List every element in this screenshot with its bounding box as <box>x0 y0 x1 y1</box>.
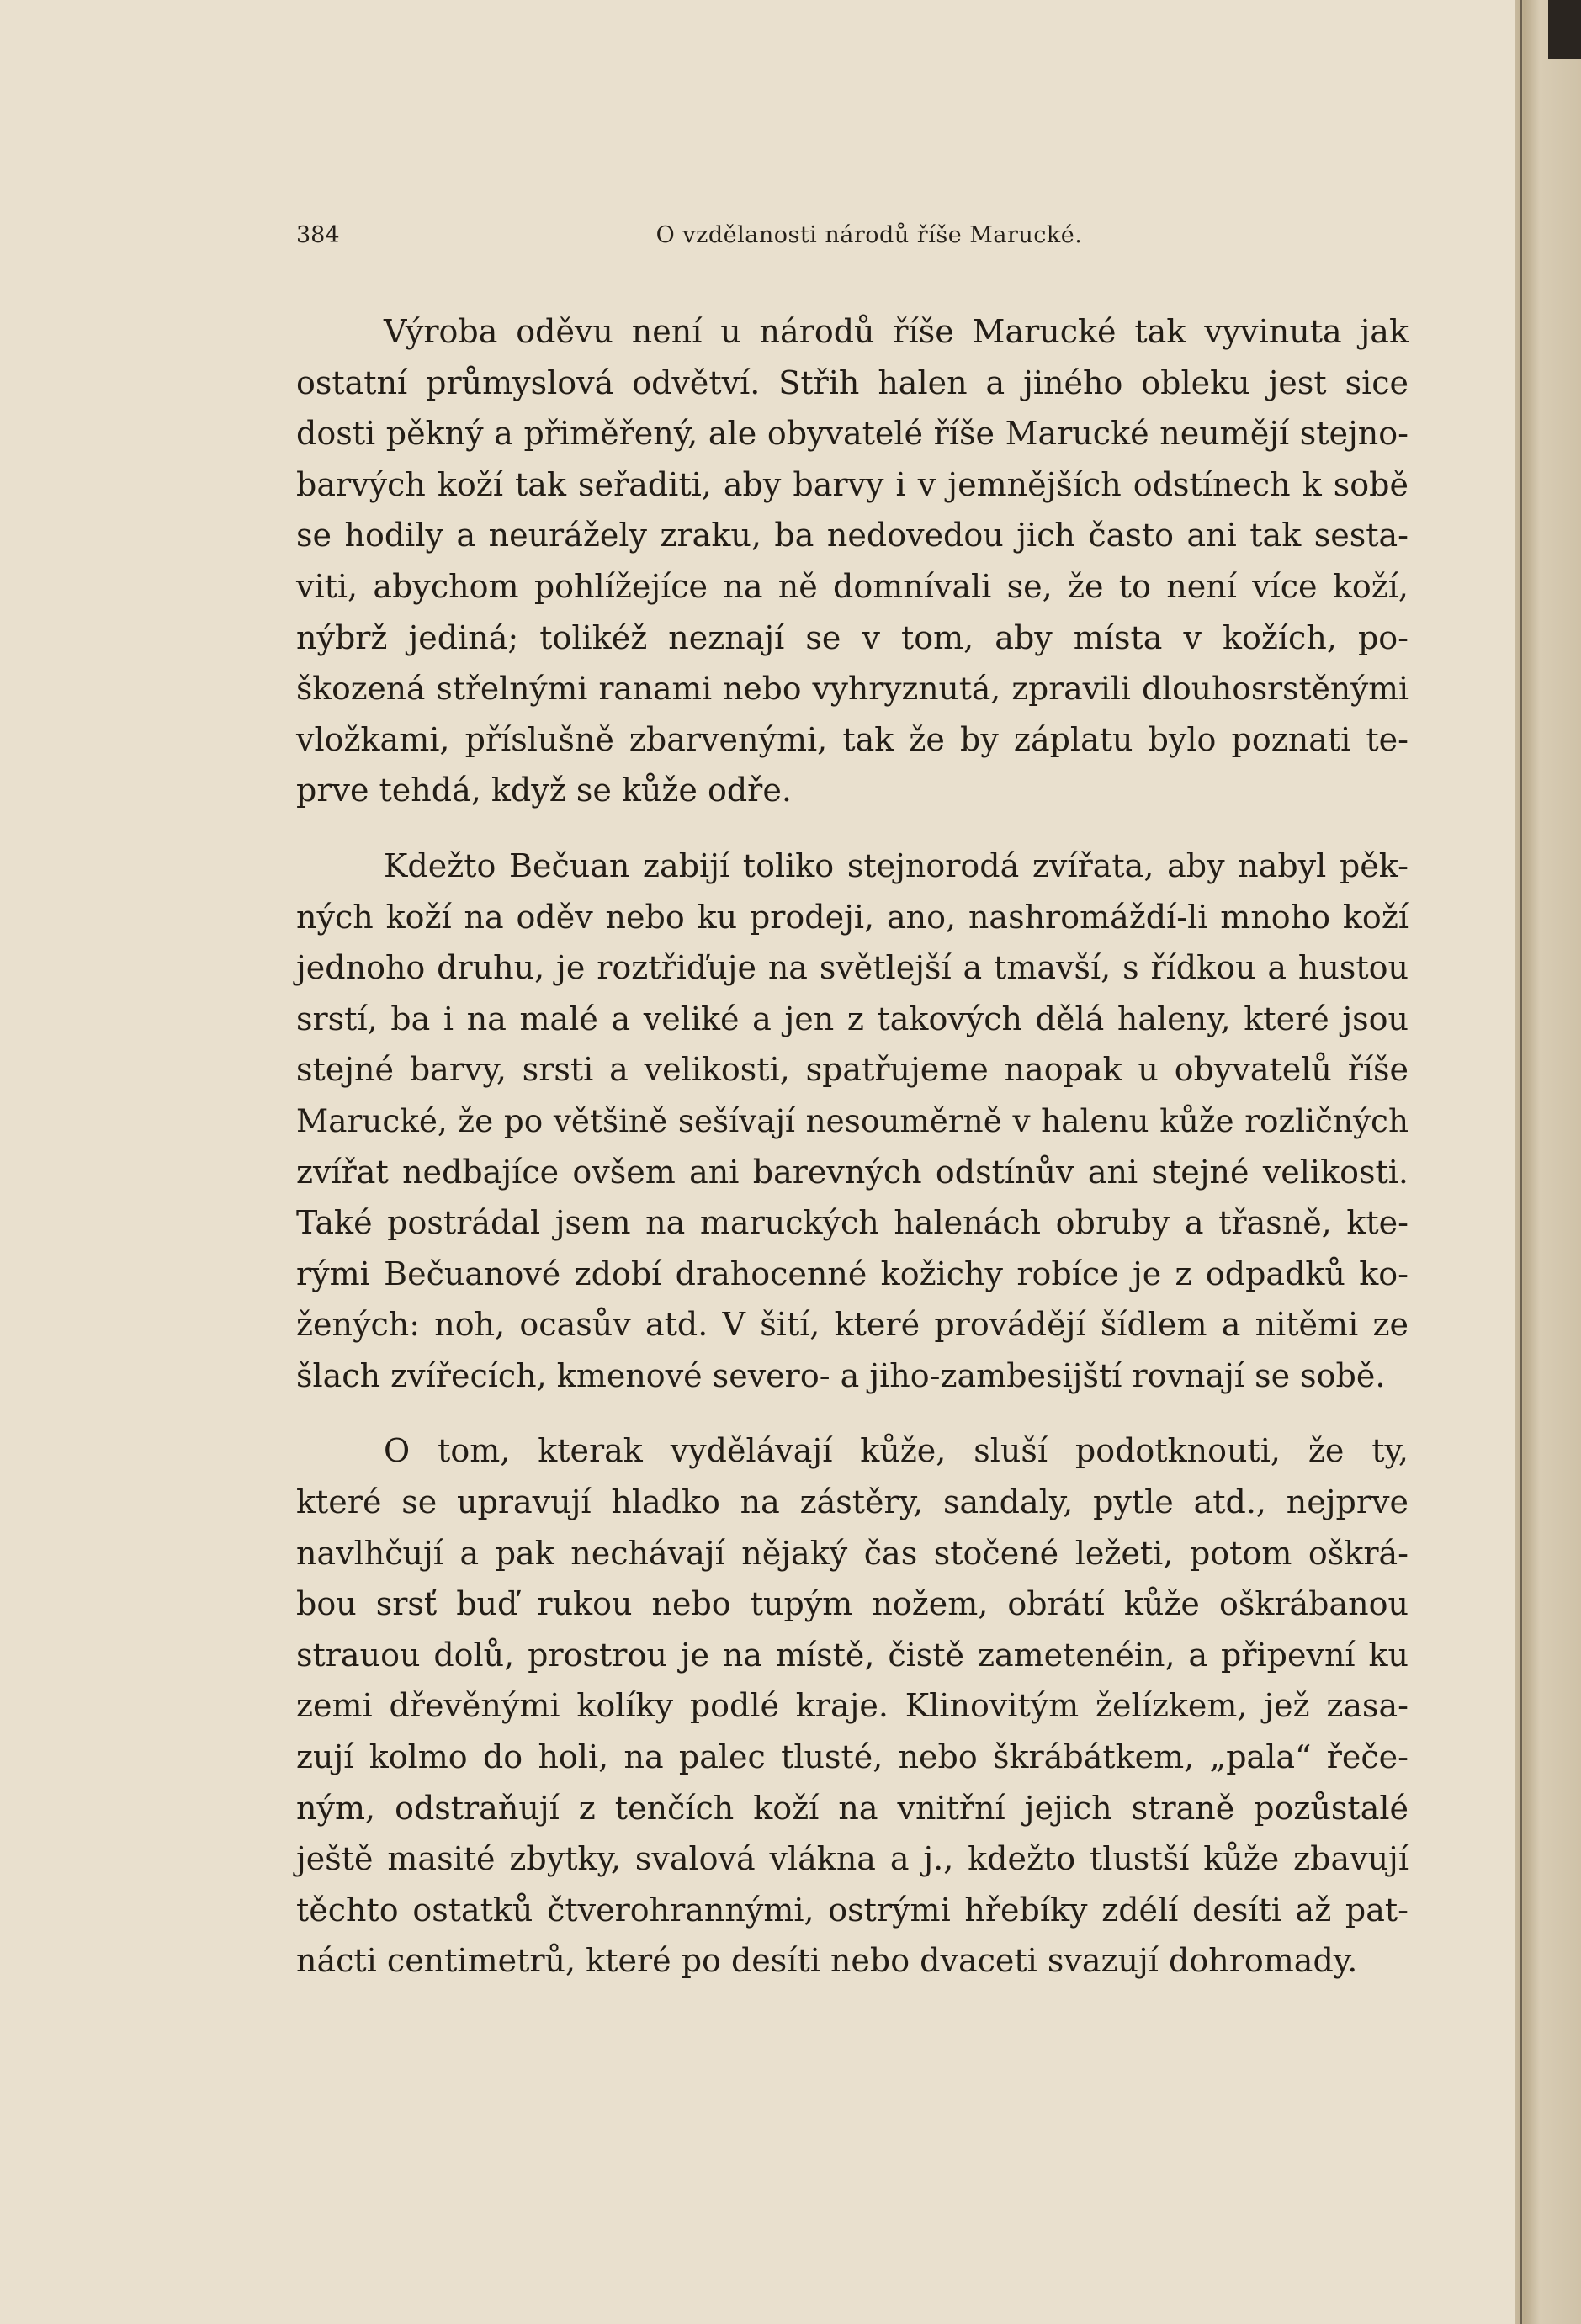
text-line: stejné barvy, srsti a velikosti, spatřujeme naopak u obyvatelů říše <box>296 1051 1409 1089</box>
paragraph-2 <box>296 841 1409 1402</box>
text-line: Také postrádal jsem na maruckých halenách obruby a třasně, kte- <box>296 1204 1409 1242</box>
corner-shadow <box>1548 0 1581 59</box>
text-line: Kdežto Bečuan zabijí toliko stejnorodá zvířata, aby nabyl pěk- <box>384 846 1409 884</box>
text-line: žených: noh, ocasův atd. V šití, které provádějí šídlem a nitěmi ze <box>296 1306 1409 1344</box>
text-line: rými Bečuanové zdobí drahocenné kožichy robíce je z odpadků ko- <box>296 1255 1409 1292</box>
text-line: Marucké, že po většině sešívají nesouměrně v halenu kůže rozličných <box>296 1101 1409 1139</box>
text-line: těchto ostatků čtverohrannými, ostrými hřebíky zdélí desíti až pat- <box>296 1891 1409 1929</box>
page-header <box>296 222 1409 256</box>
page-edge-line <box>1520 0 1522 2324</box>
page-number: 384 <box>296 222 340 248</box>
text-line: O tom, kterak vydělávají kůže, sluší podotknouti, že ty, <box>384 1432 1409 1470</box>
text-line: ným, odstraňují z tenčích koží na vnitřní jejich straně pozůstalé <box>296 1789 1409 1827</box>
text-line: nýbrž jediná; tolikéž neznají se v tom, aby místa v kožích, po- <box>296 618 1409 656</box>
text-line: prve tehdá, když se kůže odře. <box>296 772 792 809</box>
text-line: jednoho druhu, je roztřiďuje na světlejší a tmavší, s řídkou a hustou <box>296 949 1409 987</box>
text-line: zvířat nedbajíce ovšem ani barevných odstínův ani stejné velikosti. <box>296 1153 1409 1191</box>
page-body <box>296 306 1409 1987</box>
running-title: O vzdělanosti národů říše Marucké. <box>655 222 1083 248</box>
text-line: ještě masité zbytky, svalová vlákna a j., kdežto tlustší kůže zbavují <box>296 1840 1409 1878</box>
text-line: se hodily a neurážely zraku, ba nedovedou jich často ani tak sesta- <box>296 517 1409 554</box>
text-line: srstí, ba i na malé a veliké a jen z takových dělá haleny, které jsou <box>296 1000 1409 1037</box>
text-line: zují kolmo do holi, na palec tlusté, nebo škrábátkem, „pala“ řeče- <box>296 1738 1409 1776</box>
text-line: Výroba oděvu není u národů říše Marucké tak vyvinuta jak <box>384 313 1409 350</box>
text-line: bou srsť buď rukou nebo tupým nožem, obrátí kůže oškrábanou <box>296 1585 1409 1623</box>
paragraph-3 <box>296 1425 1409 1987</box>
text-line: zemi dřevěnými kolíky podlé kraje. Klinovitým želízkem, jež zasa- <box>296 1687 1409 1725</box>
text-line: strauou dolů, prostrou je na místě, čistě zametenéin, a připevní ku <box>296 1636 1409 1674</box>
text-line: škozená střelnými ranami nebo vyhryznutá, zpravili dlouhosrstěnými <box>296 670 1409 708</box>
paragraph-1 <box>296 306 1409 816</box>
text-line: ostatní průmyslová odvětví. Střih halen a jiného obleku jest sice <box>296 363 1409 401</box>
text-line: viti, abychom pohlížejíce na ně domnívali se, že to není více koží, <box>296 567 1409 605</box>
page-edge-shadow <box>1515 0 1581 2324</box>
text-line: ných koží na oděv nebo ku prodeji, ano, nashromáždí-li mnoho koží <box>296 898 1409 936</box>
text-line: které se upravují hladko na zástěry, sandaly, pytle atd., nejprve <box>296 1483 1409 1521</box>
text-line: dosti pěkný a přiměřený, ale obyvatelé říše Marucké neumějí stejno- <box>296 415 1409 453</box>
text-line: šlach zvířecích, kmenové severo- a jiho-zambesijští rovnají se sobě. <box>296 1356 1386 1394</box>
text-line: navlhčují a pak nechávají nějaký čas stočené ležeti, potom oškrá- <box>296 1534 1409 1572</box>
text-line: barvých koží tak seřaditi, aby barvy i v jemnějších odstínech k sobě <box>296 465 1409 503</box>
text-line: nácti centimetrů, které po desíti nebo dvaceti svazují dohromady. <box>296 1942 1358 1980</box>
text-line: vložkami, příslušně zbarvenými, tak že by záplatu bylo poznati te- <box>296 720 1409 758</box>
